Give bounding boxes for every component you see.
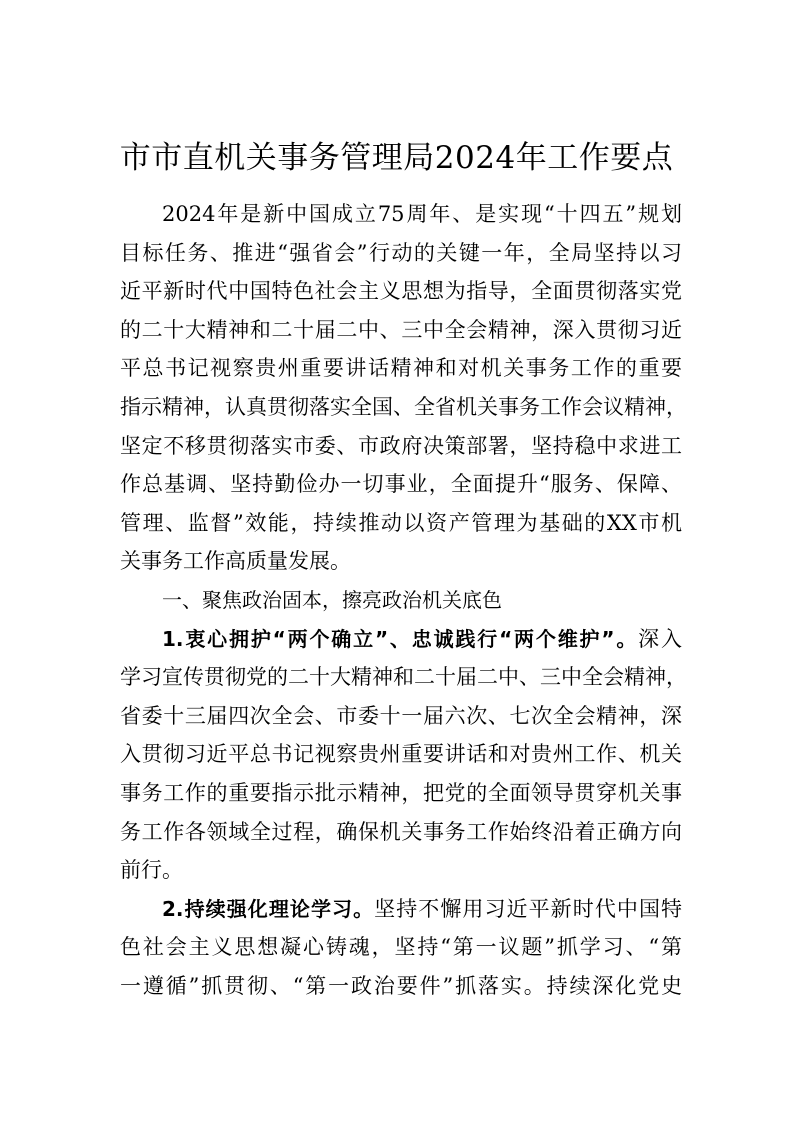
intro-line: 关事务工作高质量发展。	[120, 549, 351, 574]
item-2-first-line	[120, 890, 682, 929]
intro-line: 近平新时代中国特色社会主义思想为指导，全面贯彻落实党	[120, 279, 682, 304]
item-2-first-line-rest: 坚持不懈用习近平新时代中国特	[374, 896, 683, 921]
item-1-first-line	[120, 620, 682, 659]
document-title: 市市直机关事务管理局2024年工作要点	[119, 140, 674, 176]
item-1-line: 务工作各领域全过程，确保机关事务工作始终沿着正确方向	[120, 819, 682, 844]
document-body	[120, 195, 687, 1005]
section-1-heading: 一、聚焦政治固本，擦亮政治机关底色	[162, 587, 502, 612]
intro-line: 平总书记视察贵州重要讲话精神和对机关事务工作的重要	[120, 356, 682, 381]
intro-line: 的二十大精神和二十届二中、三中全会精神，深入贯彻习近	[120, 317, 682, 342]
item-1-line: 前行。	[120, 858, 183, 883]
section-heading	[120, 581, 682, 620]
item-1-line: 学习宣传贯彻党的二十大精神和二十届二中、三中全会精神，	[120, 665, 687, 690]
item-1-lead: 1.衷心拥护“两个确立”、忠诚践行“两个维护”。	[162, 626, 639, 651]
intro-paragraph	[120, 195, 687, 581]
intro-line: 管理、监督”效能，持续推动以资产管理为基础的XX市机	[120, 510, 682, 535]
item-1-line: 入贯彻习近平总书记视察贵州重要讲话和对贵州工作、机关	[120, 742, 682, 767]
intro-line: 目标任务、推进“强省会”行动的关键一年，全局坚持以习	[120, 240, 682, 265]
item-1-line: 事务工作的重要指示批示精神，把党的全面领导贯穿机关事	[120, 780, 682, 805]
item-2-line: 一遵循”抓贯彻、“第一政治要件”抓落实。持续深化党史	[120, 973, 682, 998]
item-1-line: 省委十三届四次全会、市委十一届六次、七次全会精神，深	[120, 703, 682, 728]
intro-line: 作总基调、坚持勤俭办一切事业，全面提升“服务、保障、	[120, 472, 682, 497]
intro-line: 2024年是新中国成立75周年、是实现“十四五”规划	[162, 202, 682, 226]
item-1-paragraph	[120, 620, 687, 890]
item-2-lead: 2.持续强化理论学习。	[162, 896, 375, 921]
item-2-line: 色社会主义思想凝心铸魂，坚持“第一议题”抓学习、“第	[120, 935, 682, 960]
intro-line: 坚定不移贯彻落实市委、市政府决策部署，坚持稳中求进工	[120, 433, 682, 458]
intro-line: 指示精神，认真贯彻落实全国、全省机关事务工作会议精神，	[120, 394, 687, 419]
item-1-first-line-rest: 深入	[638, 626, 683, 651]
item-2-paragraph	[120, 890, 682, 1006]
